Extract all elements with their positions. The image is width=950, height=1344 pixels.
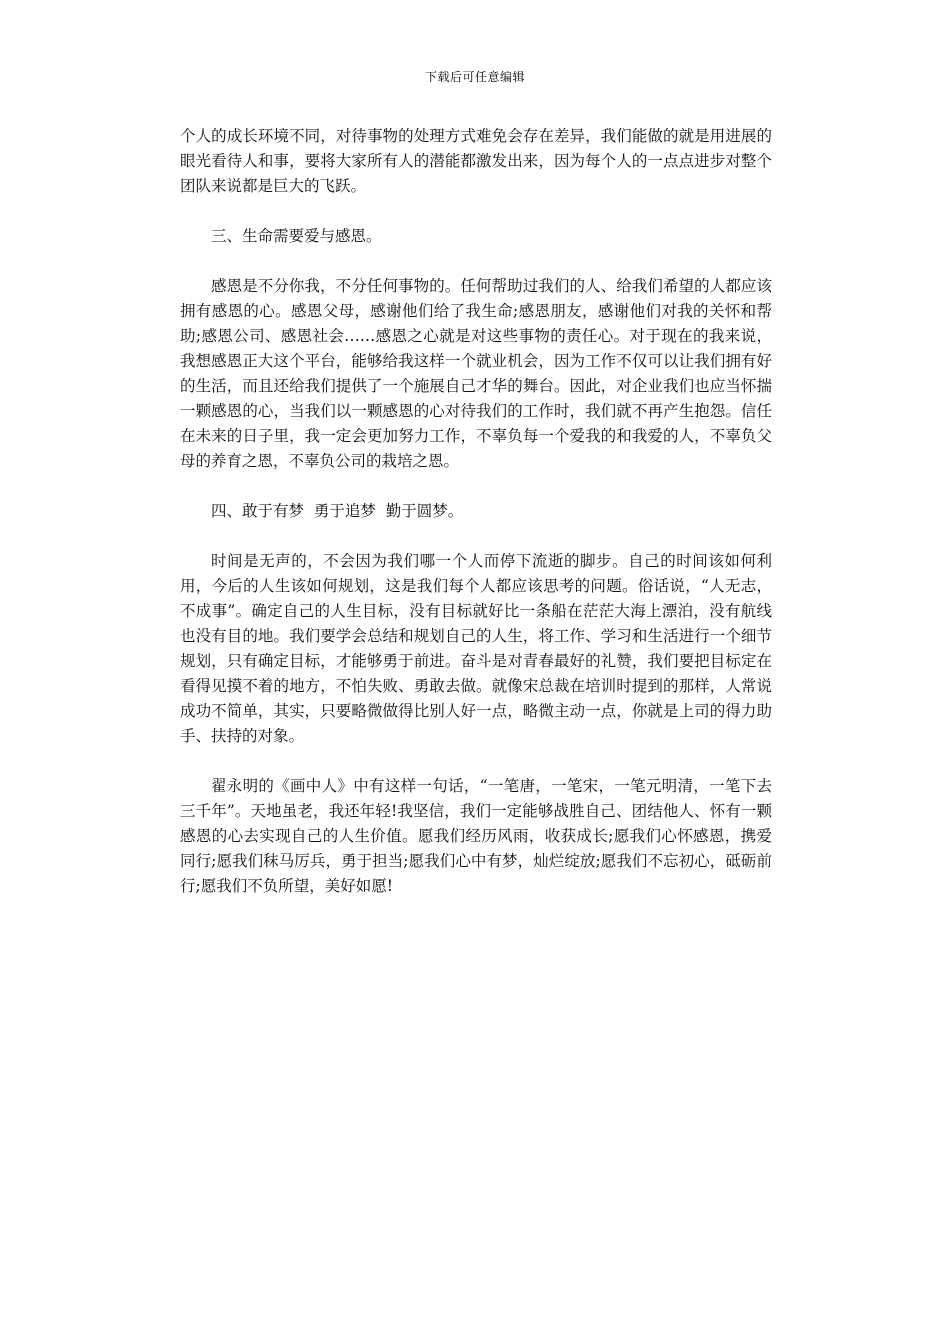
paragraph-continued: 个人的成长环境不同，对待事物的处理方式难免会存在差异，我们能做的就是用进展的眼光看待人和事，要将大家所有人的潜能都激发出来，因为每个人的一点点进步对整个团队来说都是巨大的飞跃。 <box>180 127 772 195</box>
paragraph-gratitude: 感恩是不分你我，不分任何事物的。任何帮助过我们的人、给我们希望的人都应该拥有感恩的心。感恩父母，感谢他们给了我生命;感恩朋友，感谢他们对我的关怀和帮助;感恩公司、感恩社会……感恩之心就是对这些事物的责任心。对于现在的我来说，我想感恩正大这个平台，能够给我这样一个就业机会，因为工作不仅可以让我们拥有好的生活，而且还给我们提供了一个施展自己才华的舞台。因此，对企业我们也应当怀揣一颗感恩的心，当我们以一颗感恩的心对待我们的工作时，我们就不再产生抱怨。信任在未来的日子里，我一定会更加努力工作，不辜负每一个爱我的和我爱的人，不辜负父母的养育之恩，不辜负公司的栽培之恩。 <box>180 277 772 470</box>
section-heading-3: 三、生命需要爱与感恩。 <box>211 227 382 245</box>
section-heading-4: 四、敢于有梦 勇于追梦 勤于圆梦。 <box>211 502 464 520</box>
paragraph-closing: 翟永明的《画中人》中有这样一句话，“一笔唐，一笔宋，一笔元明清，一笔下去三千年”。天地虽老，我还年轻!我坚信，我们一定能够战胜自己、团结他人、怀有一颗感恩的心去实现自己的人生价值。愿我们经历风雨，收获成长;愿我们心怀感恩，携爱同行;愿我们秣马厉兵，勇于担当;愿我们心中有梦，灿烂绽放;愿我们不忘初心，砥砺前行;愿我们不负所望，美好如愿! <box>180 777 772 895</box>
paragraph-dreams: 时间是无声的，不会因为我们哪一个人而停下流逝的脚步。自己的时间该如何利用，今后的人生该如何规划，这是我们每个人都应该思考的问题。俗话说，“人无志，不成事”。确定自己的人生目标，没有目标就好比一条船在茫茫大海上漂泊，没有航线也没有目的地。我们要学会总结和规划自己的人生，将工作、学习和生活进行一个细节规划，只有确定目标，才能够勇于前进。奋斗是对青春最好的礼赞，我们要把目标定在看得见摸不着的地方，不怕失败、勇敢去做。就像宋总裁在培训时提到的那样，人常说成功不简单，其实，只要略微做得比别人好一点，略微主动一点，你就是上司的得力助手、扶持的对象。 <box>180 552 772 745</box>
document-body <box>180 124 772 924</box>
page-header: 下载后可任意编辑 <box>424 70 525 84</box>
